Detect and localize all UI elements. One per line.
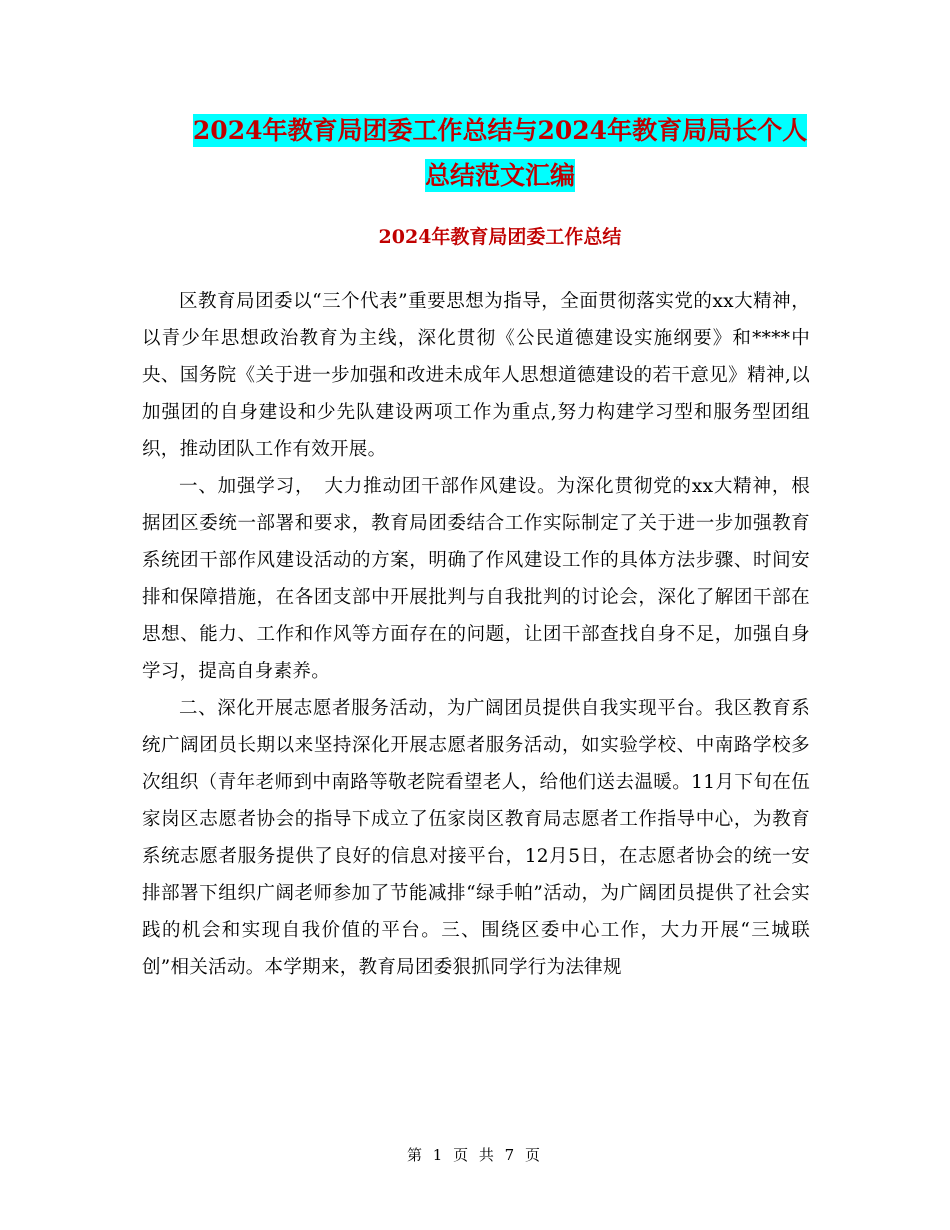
document-title	[140, 108, 860, 198]
section-title: 2024年教育局团委工作总结	[378, 226, 622, 248]
paragraph-intro: 区教育局团委以“三个代表”重要思想为指导，全面贯彻落实党的xx大精神，以青少年思想政治教育为主线，深化贯彻《公民道德建设实施纲要》和****中央、国务院《关于进一步加强和改进未成年人思想道德建设的若干意见》精神,以加强团的自身建设和少先队建设两项工作为重点,努力构建学习型和服务型团组织，推动团队工作有效开展。	[142, 291, 810, 460]
body-text	[142, 283, 810, 986]
paragraph-section-2: 二、深化开展志愿者服务活动，为广阔团员提供自我实现平台。我区教育系统广阔团员长期以来坚持深化开展志愿者服务活动，如实验学校、中南路学校多次组织（青年老师到中南路等敬老院看望老人，给他们送去温暖。11月下旬在伍家岗区志愿者协会的指导下成立了伍家岗区教育局志愿者工作指导中心，为教育系统志愿者服务提供了良好的信息对接平台，12月5日，在志愿者协会的统一安排部署下组织广阔老师参加了节能减排“绿手帕”活动，为广阔团员提供了社会实践的机会和实现自我价值的平台。三、围绕区委中心工作，大力开展“三城联创”相关活动。本学期来，教育局团委狠抓同学行为法律规	[142, 698, 810, 978]
document-title-line-1: 2024年教育局团委工作总结与2024年教育局局长个人	[192, 116, 808, 145]
document-title-line-2: 总结范文汇编	[424, 161, 575, 190]
paragraph-section-1: 一、加强学习， 大力推动团干部作风建设。为深化贯彻党的xx大精神，根据团区委统一部署和要求，教育局团委结合工作实际制定了关于进一步加强教育系统团干部作风建设活动的方案，明确了作风建设工作的具体方法步骤、时间安排和保障措施，在各团支部中开展批判与自我批判的讨论会，深化了解团干部在思想、能力、工作和作风等方面存在的问题，让团干部查找自身不足，加强自身学习，提高自身素养。	[142, 476, 810, 682]
page-number-footer: 第 1 页 共 7 页	[407, 1146, 543, 1164]
